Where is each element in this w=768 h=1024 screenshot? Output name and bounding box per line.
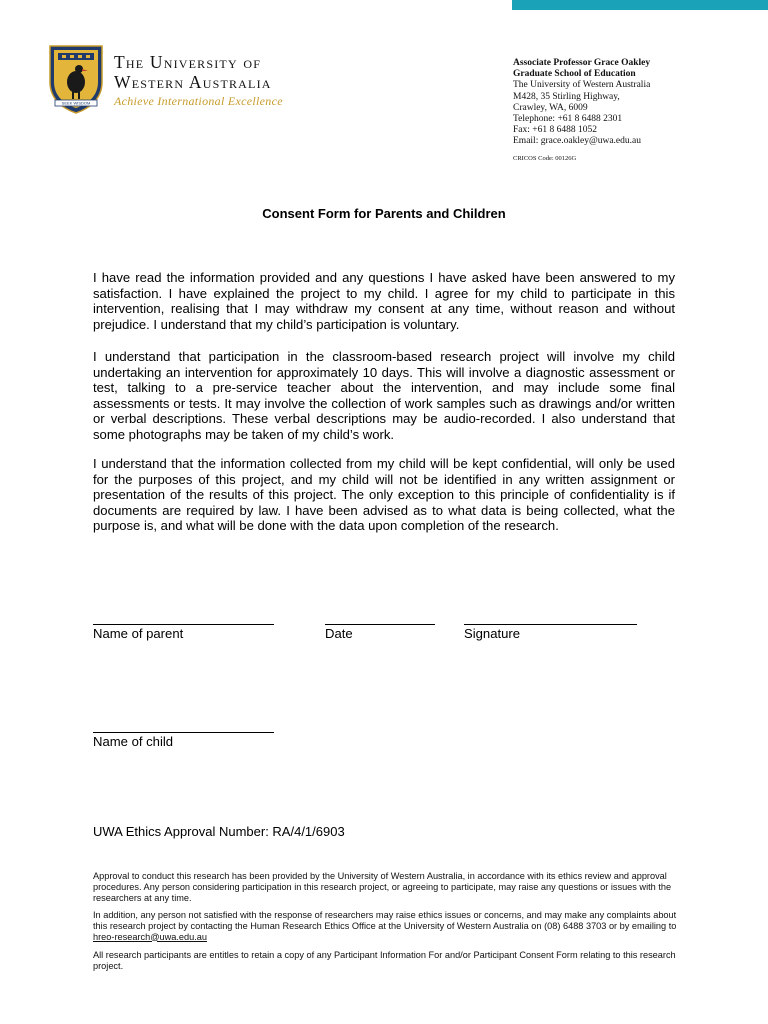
contact-fax: Fax: +61 8 6488 1052 xyxy=(513,125,597,136)
university-crest-logo xyxy=(48,44,104,114)
form-title: Consent Form for Parents and Children xyxy=(262,206,506,221)
consent-paragraph-1: I have read the information provided and any questions I have asked have been answered to my satisfaction. I have explained the project to my child. I agree for my child to participate in this intervention, realising that I may withdraw my consent at any time, without reason and without prejudice. I understand that my child’s participation is voluntary. xyxy=(93,270,675,332)
child-name-line[interactable] xyxy=(93,732,274,733)
contact-block xyxy=(513,58,650,164)
university-name-line1: The University of xyxy=(114,52,262,72)
date-label: Date xyxy=(325,626,353,641)
ethics-office-email-link[interactable]: hreo-research@uwa.edu.au xyxy=(93,931,208,942)
university-motto: Achieve International Excellence xyxy=(114,94,283,108)
child-name-label: Name of child xyxy=(93,734,174,749)
university-wordmark xyxy=(114,52,283,109)
footer-complaints-note xyxy=(93,910,685,942)
crest-motto-band: SEEK WISDOM xyxy=(61,100,91,106)
contact-name: Associate Professor Grace Oakley xyxy=(513,58,651,68)
signature-line[interactable] xyxy=(464,624,637,625)
cricos-code: CRICOS Code: 00126G xyxy=(513,154,577,162)
footer-complaints-text: In addition, any person not satisfied with the response of researchers may raise ethics issues or concerns, and may make any complaints about this research project by contacting the Human Research Ethics Office at the University of Western Australia on (08) 6488 3703 or by emailing to xyxy=(93,910,677,931)
top-accent-bar xyxy=(512,0,768,10)
date-line[interactable] xyxy=(325,624,435,625)
consent-paragraph-2: I understand that participation in the classroom-based research project will involve my child undertaking an intervention for approximately 10 days. This will involve a diagnostic assessment or test, talking to a pre-service teacher about the intervention, and may include some final assessments or tests. It may involve the collection of work samples such as drawings and/or written or verbal descriptions. These verbal descriptions may be audio-recorded. I also understand that some photographs may be taken of my child’s work. xyxy=(93,349,675,442)
contact-institution: The University of Western Australia xyxy=(513,80,651,91)
ethics-approval-number: UWA Ethics Approval Number: RA/4/1/6903 xyxy=(93,824,345,839)
contact-school: Graduate School of Education xyxy=(513,69,636,80)
contact-email: Email: grace.oakley@uwa.edu.au xyxy=(513,136,641,147)
contact-address-line2: Crawley, WA, 6009 xyxy=(513,102,588,113)
university-name-line2: Western Australia xyxy=(114,72,272,92)
footer-approval-note: Approval to conduct this research has been provided by the University of Western Australia, in accordance with its ethics review and approval procedures. Any person considering participation in this research project, or agreeing to participate, may raise any questions or issues with the researchers at any time. xyxy=(93,871,672,903)
consent-paragraph-3: I understand that the information collected from my child will be kept confidential, will only be used for the purposes of this project, and my child will not be identified in any written assignment or presentation of the results of this project. The only exception to this principle of confidentiality is if documents are required by law. I have been advised as to what data is being collected, what the purpose is, and what will be done with the data upon completion of the research. xyxy=(93,456,675,534)
signature-label: Signature xyxy=(464,626,521,641)
contact-telephone: Telephone: +61 8 6488 2301 xyxy=(513,114,623,125)
contact-address-line1: M428, 35 Stirling Highway, xyxy=(513,91,620,102)
parent-name-label: Name of parent xyxy=(93,626,184,641)
footer-copy-note: All research participants are entitles to retain a copy of any Participant Information For and/or Participant Consent Form relating to this research project. xyxy=(93,950,676,971)
parent-name-line[interactable] xyxy=(93,624,274,625)
